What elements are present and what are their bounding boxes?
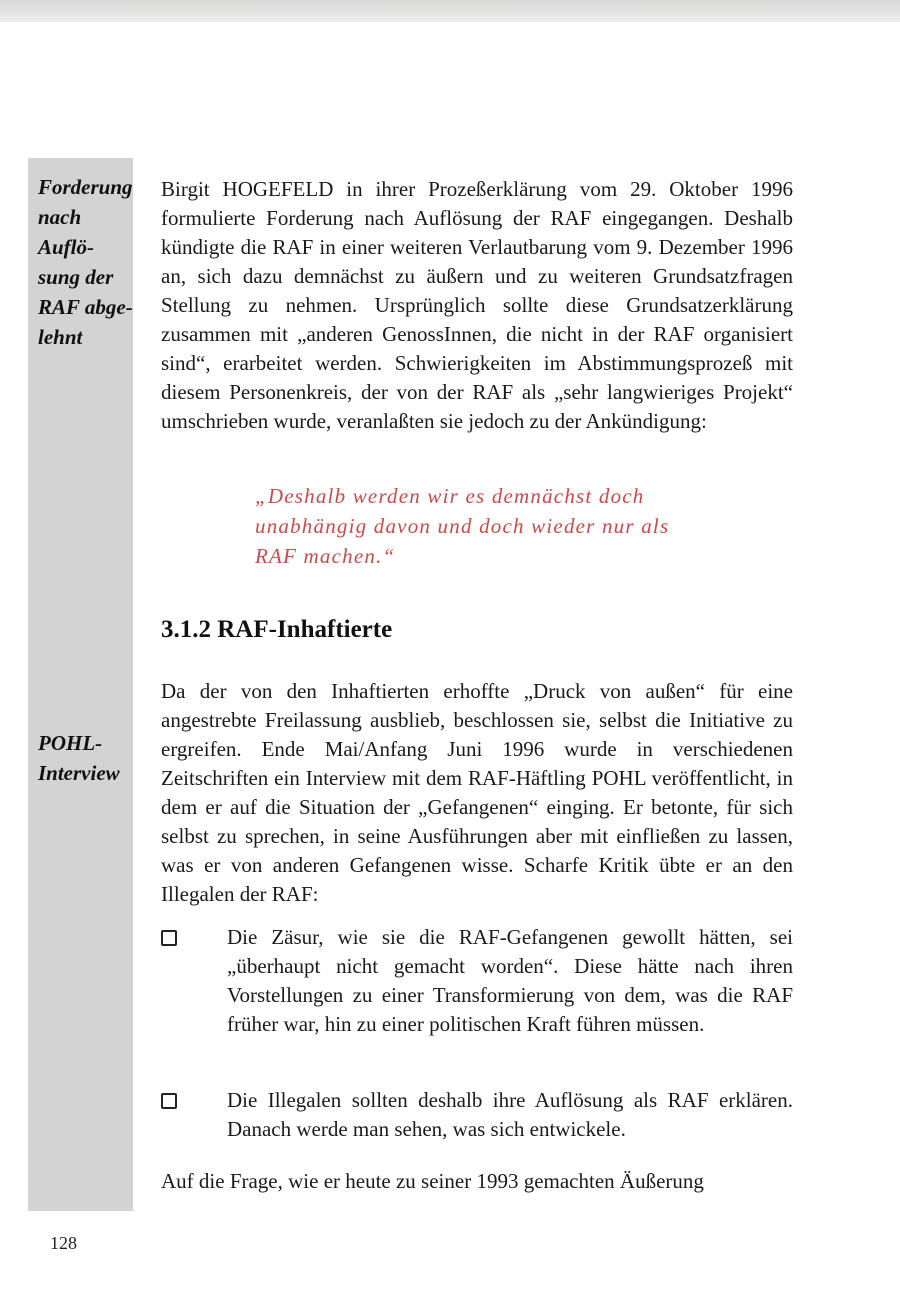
margin-note-forderung: Forderung nach Auflö- sung der RAF abge- lehnt — [38, 175, 133, 349]
bullet-text: Die Zäsur, wie sie die RAF-Gefangenen gewollt hätten, sei „überhaupt nicht gemacht worden“. Diese hätte nach ihren Vorstellungen zu einer Transformierung von dem, was die RAF früher war, hin zu einer politischen Kraft führen müssen. — [227, 925, 793, 1036]
checkbox-bullet-icon — [161, 1093, 177, 1109]
page-number: 128 — [50, 1233, 77, 1253]
paragraph-frage: Auf die Frage, wie er heute zu seiner 1993 gemachten Äußerung — [161, 1169, 704, 1193]
bullet-text: Die Illegalen sollten deshalb ihre Auflösung als RAF erklären. Danach werde man sehen, was sich entwickele. — [227, 1088, 793, 1141]
checkbox-bullet-icon — [161, 930, 177, 946]
paragraph-hogefeld: Birgit HOGEFELD in ihrer Prozeßerklärung vom 29. Oktober 1996 formulierte Forderung nach Auflösung der RAF eingegangen. Deshalb kündigte die RAF in einer weiteren Verlautbarung vom 9. Dezember 1996 an, sich dazu demnächst zu äußern und zu weiteren Grundsatzfragen Stellung zu nehmen. Ursprünglich sollte diese Grundsatzerklärung zusammen mit „anderen GenossInnen, die nicht in der RAF organisiert sind“, erarbeitet werden. Schwierigkeiten im Abstimmungsprozeß mit diesem Personenkreis, der von der RAF als „sehr langwieriges Projekt“ umschrieben wurde, veranlaßten sie jedoch zu der Ankündigung: — [161, 177, 793, 433]
margin-note-pohl-interview: POHL- Interview — [38, 731, 120, 785]
paragraph-inhaftierte: Da der von den Inhaftierten erhoffte „Druck von außen“ für eine angestrebte Freilassung ausblieb, beschlossen sie, selbst die Initiative zu ergreifen. Ende Mai/Anfang Juni 1996 wurde in verschiedenen Zeitschriften ein Interview mit dem RAF-Häftling POHL veröffentlicht, in dem er auf die Situation der „Gefangenen“ einging. Er betonte, für sich selbst zu sprechen, in seine Ausführungen aber mit einfließen zu lassen, was er von anderen Gefangenen wisse. Scharfe Kritik übte er an den Illegalen der RAF: — [161, 679, 793, 906]
quote-raf: „Deshalb werden wir es demnächst doch unabhängig davon und doch wieder nur als RAF machen.“ — [255, 484, 670, 568]
section-heading: 3.1.2 RAF-Inhaftierte — [161, 616, 393, 643]
scan-top-edge — [0, 0, 900, 22]
